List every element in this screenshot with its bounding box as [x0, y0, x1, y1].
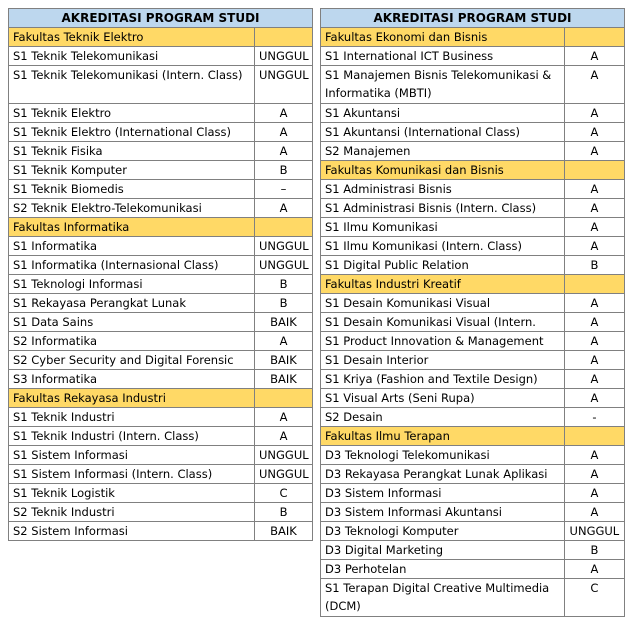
program-row	[321, 66, 625, 104]
program-name: S1 Teknik Komputer	[9, 161, 255, 180]
accreditation-grade: A	[564, 389, 624, 408]
program-row	[321, 579, 625, 617]
program-row	[321, 541, 625, 560]
program-row	[321, 408, 625, 427]
accreditation-grade: A	[564, 446, 624, 465]
faculty-name: Fakultas Rekayasa Industri	[9, 389, 255, 408]
table-header-row	[9, 9, 313, 28]
table-title: AKREDITASI PROGRAM STUDI	[321, 9, 625, 28]
accreditation-grade: UNGGUL	[255, 446, 313, 465]
program-row	[9, 484, 313, 503]
program-name: D3 Teknologi Telekomunikasi	[321, 446, 565, 465]
program-row	[9, 427, 313, 446]
accreditation-grade: C	[255, 484, 313, 503]
accreditation-grade: B	[255, 294, 313, 313]
faculty-grade-cell	[255, 389, 313, 408]
program-name: S1 Desain Komunikasi Visual	[321, 294, 565, 313]
accreditation-grade: BAIK	[255, 522, 313, 541]
program-name: S1 Teknik Elektro (International Class)	[9, 123, 255, 142]
accreditation-grade: A	[564, 218, 624, 237]
accreditation-grade: A	[564, 237, 624, 256]
accreditation-grade: A	[564, 66, 624, 104]
program-name: S1 Sistem Informasi	[9, 446, 255, 465]
faculty-name: Fakultas Ilmu Terapan	[321, 427, 565, 446]
faculty-grade-cell	[564, 28, 624, 47]
program-row	[321, 218, 625, 237]
faculty-row	[9, 389, 313, 408]
program-row	[9, 370, 313, 389]
accreditation-grade: –	[255, 180, 313, 199]
program-name: D3 Sistem Informasi Akuntansi	[321, 503, 565, 522]
accreditation-grade: B	[564, 256, 624, 275]
program-row	[321, 560, 625, 579]
accreditation-grade: A	[255, 142, 313, 161]
program-row	[9, 408, 313, 427]
program-name: S2 Teknik Elektro-Telekomunikasi	[9, 199, 255, 218]
program-name: S2 Informatika	[9, 332, 255, 351]
accreditation-grade: UNGGUL	[255, 237, 313, 256]
program-row	[321, 123, 625, 142]
program-row	[321, 199, 625, 218]
accreditation-grade: UNGGUL	[564, 522, 624, 541]
accreditation-grade: A	[564, 123, 624, 142]
program-name: S1 Kriya (Fashion and Textile Design)	[321, 370, 565, 389]
table-title: AKREDITASI PROGRAM STUDI	[9, 9, 313, 28]
faculty-grade-cell	[255, 218, 313, 237]
program-name: S1 Teknik Logistik	[9, 484, 255, 503]
program-name: D3 Rekayasa Perangkat Lunak Aplikasi	[321, 465, 565, 484]
accreditation-grade: A	[564, 142, 624, 161]
faculty-name: Fakultas Industri Kreatif	[321, 275, 565, 294]
program-name: S1 Informatika	[9, 237, 255, 256]
faculty-row	[321, 28, 625, 47]
program-name: S1 Visual Arts (Seni Rupa)	[321, 389, 565, 408]
program-row	[321, 389, 625, 408]
program-row	[9, 161, 313, 180]
accreditation-grade: BAIK	[255, 313, 313, 332]
accreditation-grade: A	[564, 484, 624, 503]
program-row	[9, 237, 313, 256]
program-row	[321, 294, 625, 313]
program-row	[9, 332, 313, 351]
faculty-grade-cell	[564, 427, 624, 446]
program-row	[321, 47, 625, 66]
accreditation-grade: A	[564, 199, 624, 218]
accreditation-grade: -	[564, 408, 624, 427]
program-row	[9, 313, 313, 332]
faculty-row	[321, 161, 625, 180]
program-row	[321, 484, 625, 503]
accreditation-grade: A	[564, 313, 624, 332]
program-row	[321, 370, 625, 389]
faculty-row	[321, 275, 625, 294]
accreditation-grade: C	[564, 579, 624, 617]
faculty-name: Fakultas Informatika	[9, 218, 255, 237]
program-name: S1 Digital Public Relation	[321, 256, 565, 275]
accreditation-grade: A	[564, 104, 624, 123]
faculty-grade-cell	[255, 28, 313, 47]
program-row	[321, 180, 625, 199]
program-row	[321, 465, 625, 484]
program-name: S1 Administrasi Bisnis	[321, 180, 565, 199]
program-row	[9, 275, 313, 294]
accreditation-grade: UNGGUL	[255, 256, 313, 275]
program-name: S1 Sistem Informasi (Intern. Class)	[9, 465, 255, 484]
accreditation-grade: A	[255, 104, 313, 123]
program-row	[321, 104, 625, 123]
program-name: S1 Teknologi Informasi	[9, 275, 255, 294]
program-name: S1 International ICT Business	[321, 47, 565, 66]
program-row	[321, 351, 625, 370]
accreditation-grade: A	[255, 427, 313, 446]
program-row	[9, 522, 313, 541]
program-name: S1 Teknik Telekomunikasi (Intern. Class)	[9, 66, 255, 104]
program-name: S2 Cyber Security and Digital Forensic	[9, 351, 255, 370]
program-name: S1 Teknik Telekomunikasi	[9, 47, 255, 66]
accreditation-grade: B	[255, 503, 313, 522]
program-row	[9, 446, 313, 465]
accreditation-grade: B	[255, 161, 313, 180]
program-name: S1 Teknik Fisika	[9, 142, 255, 161]
faculty-name: Fakultas Teknik Elektro	[9, 28, 255, 47]
program-name: S1 Data Sains	[9, 313, 255, 332]
program-name: S1 Teknik Industri (Intern. Class)	[9, 427, 255, 446]
program-name: S3 Informatika	[9, 370, 255, 389]
program-row	[9, 351, 313, 370]
program-row	[9, 47, 313, 66]
accreditation-grade: A	[564, 370, 624, 389]
right-accreditation-table	[320, 8, 625, 617]
accreditation-grade: BAIK	[255, 351, 313, 370]
program-row	[321, 256, 625, 275]
program-row	[321, 522, 625, 541]
accreditation-grade: A	[564, 560, 624, 579]
program-row	[9, 104, 313, 123]
program-name: S1 Akuntansi (International Class)	[321, 123, 565, 142]
faculty-row	[9, 28, 313, 47]
program-row	[9, 503, 313, 522]
program-name: S1 Teknik Elektro	[9, 104, 255, 123]
faculty-name: Fakultas Komunikasi dan Bisnis	[321, 161, 565, 180]
program-row	[9, 465, 313, 484]
accreditation-grade: UNGGUL	[255, 47, 313, 66]
program-name: S1 Product Innovation & Management	[321, 332, 565, 351]
program-name: S1 Desain Interior	[321, 351, 565, 370]
program-name: S1 Administrasi Bisnis (Intern. Class)	[321, 199, 565, 218]
accreditation-grade: B	[255, 275, 313, 294]
faculty-name: Fakultas Ekonomi dan Bisnis	[321, 28, 565, 47]
accreditation-grade: A	[564, 351, 624, 370]
accreditation-grade: UNGGUL	[255, 66, 313, 104]
accreditation-grade: BAIK	[255, 370, 313, 389]
program-row	[9, 294, 313, 313]
program-name: S1 Desain Komunikasi Visual (Intern.	[321, 313, 565, 332]
accreditation-grade: A	[564, 180, 624, 199]
program-row	[9, 123, 313, 142]
program-row	[321, 142, 625, 161]
program-name: S1 Informatika (Internasional Class)	[9, 256, 255, 275]
program-row	[9, 142, 313, 161]
accreditation-grade: A	[564, 47, 624, 66]
program-name: S1 Rekayasa Perangkat Lunak	[9, 294, 255, 313]
program-name: D3 Perhotelan	[321, 560, 565, 579]
program-name: S2 Manajemen	[321, 142, 565, 161]
program-name: S1 Ilmu Komunikasi (Intern. Class)	[321, 237, 565, 256]
program-name: S1 Terapan Digital Creative Multimedia (DCM)	[321, 579, 565, 617]
program-name: S1 Teknik Biomedis	[9, 180, 255, 199]
accreditation-grade: UNGGUL	[255, 465, 313, 484]
program-name: D3 Teknologi Komputer	[321, 522, 565, 541]
program-row	[321, 446, 625, 465]
program-name: S2 Sistem Informasi	[9, 522, 255, 541]
program-name: S1 Akuntansi	[321, 104, 565, 123]
program-name: S2 Desain	[321, 408, 565, 427]
program-row	[9, 256, 313, 275]
program-row	[9, 180, 313, 199]
program-row	[321, 503, 625, 522]
accreditation-grade: A	[564, 503, 624, 522]
accreditation-grade: A	[255, 332, 313, 351]
program-name: S1 Teknik Industri	[9, 408, 255, 427]
accreditation-grade: A	[564, 465, 624, 484]
faculty-row	[321, 427, 625, 446]
accreditation-grade: A	[564, 332, 624, 351]
program-name: D3 Digital Marketing	[321, 541, 565, 560]
accreditation-grade: A	[255, 199, 313, 218]
program-name: S1 Ilmu Komunikasi	[321, 218, 565, 237]
program-row	[321, 313, 625, 332]
program-row	[321, 332, 625, 351]
accreditation-grade: A	[564, 294, 624, 313]
left-accreditation-table	[8, 8, 313, 541]
accreditation-grade: A	[255, 123, 313, 142]
program-name: S1 Manajemen Bisnis Telekomunikasi & Informatika (MBTI)	[321, 66, 565, 104]
faculty-grade-cell	[564, 161, 624, 180]
accreditation-grade: A	[255, 408, 313, 427]
program-row	[9, 199, 313, 218]
faculty-grade-cell	[564, 275, 624, 294]
program-name: S2 Teknik Industri	[9, 503, 255, 522]
program-row	[9, 66, 313, 104]
table-header-row	[321, 9, 625, 28]
program-row	[321, 237, 625, 256]
program-name: D3 Sistem Informasi	[321, 484, 565, 503]
accreditation-grade: B	[564, 541, 624, 560]
faculty-row	[9, 218, 313, 237]
